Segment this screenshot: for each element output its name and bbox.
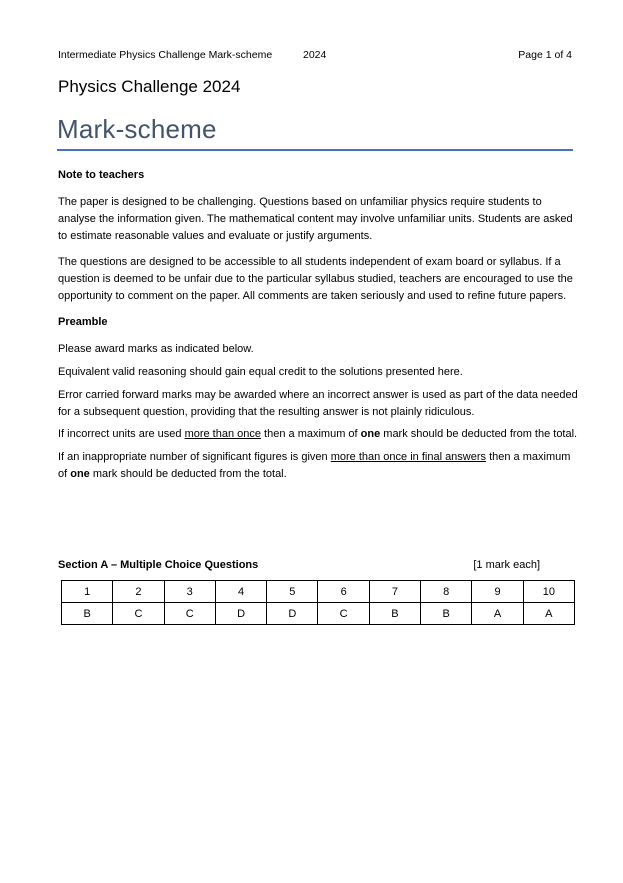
section-a-marks: [1 mark each] bbox=[473, 559, 540, 571]
answer-cell: B bbox=[421, 603, 472, 625]
answer-cell: B bbox=[62, 603, 113, 625]
header-doc-title: Intermediate Physics Challenge Mark-scheme bbox=[58, 49, 273, 61]
note-heading: Note to teachers bbox=[58, 169, 145, 181]
answer-cell: B bbox=[369, 603, 420, 625]
answer-row bbox=[62, 603, 575, 625]
header-page-number: Page 1 of 4 bbox=[518, 49, 572, 61]
question-number-cell: 3 bbox=[164, 581, 215, 603]
answer-cell: A bbox=[472, 603, 523, 625]
question-number-cell: 5 bbox=[267, 581, 318, 603]
answer-cell: D bbox=[215, 603, 266, 625]
bold-text: one bbox=[70, 468, 90, 480]
answer-cell: C bbox=[113, 603, 164, 625]
note-paragraph-2: The questions are designed to be accessible to all students independent of exam board or syllabus. If a question is deemed to be unfair due to the particular syllabus studied, teachers are encouraged to use the opportunity to comment on the paper. All comments are taken seriously and used to refine future papers. bbox=[58, 256, 573, 302]
text-span: If incorrect units are used bbox=[58, 428, 185, 440]
answer-cell: C bbox=[318, 603, 369, 625]
section-a-heading bbox=[58, 559, 540, 571]
note-paragraph-1: The paper is designed to be challenging. Questions based on unfamiliar physics require students to analyse the information given. The mathematical content may involve unfamiliar units. Students are asked to estimate reasonable values and evaluate or justify arguments. bbox=[58, 196, 573, 242]
answer-cell: C bbox=[164, 603, 215, 625]
answer-cell: D bbox=[267, 603, 318, 625]
title-underline-divider bbox=[57, 149, 573, 151]
preamble-heading: Preamble bbox=[58, 316, 108, 328]
question-number-cell: 9 bbox=[472, 581, 523, 603]
mcq-answer-table bbox=[61, 580, 575, 625]
header-year: 2024 bbox=[303, 49, 327, 61]
question-number-cell: 1 bbox=[62, 581, 113, 603]
question-number-cell: 4 bbox=[215, 581, 266, 603]
underlined-text: more than once bbox=[184, 428, 261, 440]
text-span: If an inappropriate number of significant figures is given bbox=[58, 451, 331, 463]
question-number-cell: 8 bbox=[421, 581, 472, 603]
preamble-paragraph-5 bbox=[58, 449, 578, 483]
question-number-cell: 10 bbox=[523, 581, 574, 603]
section-a-label: Section A – Multiple Choice Questions bbox=[58, 559, 259, 571]
underlined-text: more than once in final answers bbox=[330, 451, 487, 463]
question-number-cell: 7 bbox=[369, 581, 420, 603]
answer-cell: A bbox=[523, 603, 574, 625]
text-span: then a maximum of bbox=[261, 428, 361, 440]
question-number-cell: 6 bbox=[318, 581, 369, 603]
preamble-paragraph-3: Error carried forward marks may be awarded where an incorrect answer is used as part of the data needed for a subsequent question, providing that the resulting answer is not plainly ridiculous. bbox=[58, 389, 578, 418]
document-subtitle: Physics Challenge 2024 bbox=[58, 77, 241, 96]
text-span: mark should be deducted from the total. bbox=[380, 428, 578, 440]
question-number-row bbox=[62, 581, 575, 603]
text-span: then a maximum of bbox=[58, 451, 571, 480]
page-header bbox=[58, 49, 572, 63]
preamble-paragraph-4 bbox=[58, 426, 578, 443]
preamble-paragraph-1: Please award marks as indicated below. bbox=[58, 343, 254, 355]
bold-text: one bbox=[360, 428, 381, 440]
text-span: mark should be deducted from the total. bbox=[89, 468, 287, 480]
document-title: Mark-scheme bbox=[57, 114, 217, 144]
question-number-cell: 2 bbox=[113, 581, 164, 603]
preamble-paragraph-2: Equivalent valid reasoning should gain equal credit to the solutions presented here. bbox=[58, 366, 463, 378]
